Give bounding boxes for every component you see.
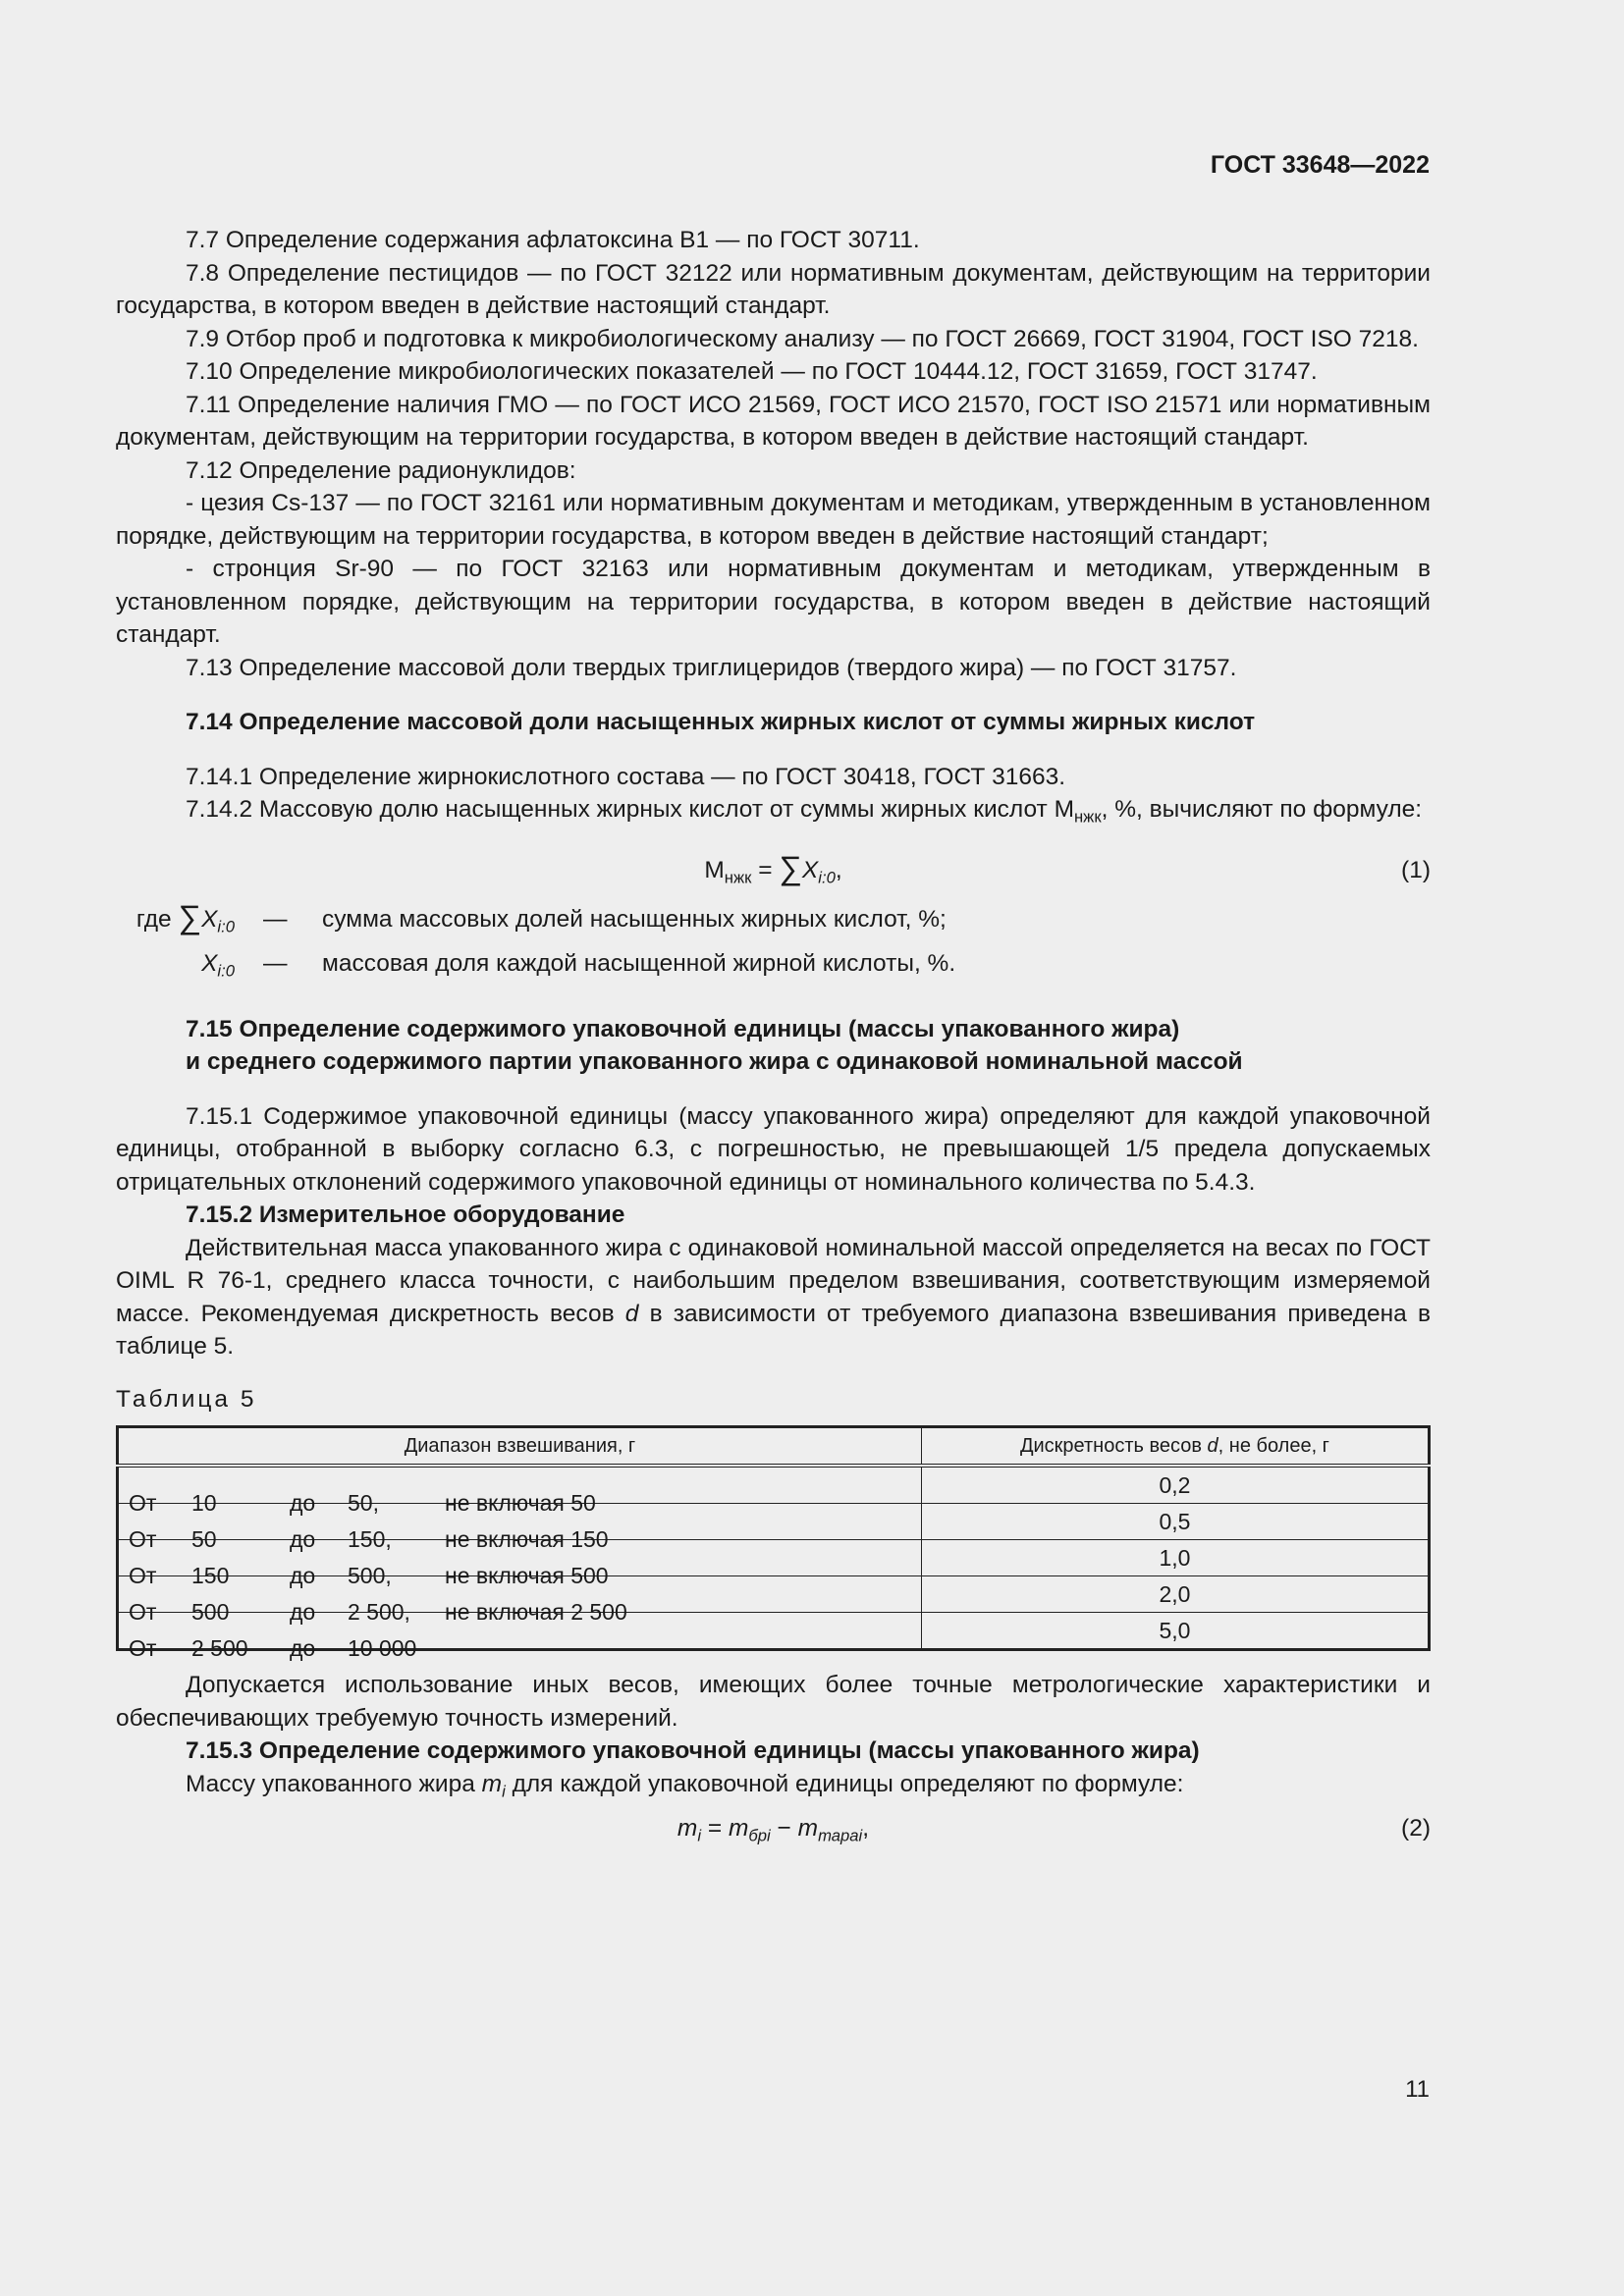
legend-symbol bbox=[135, 898, 235, 936]
formula-symbol: m bbox=[728, 1815, 749, 1842]
page-number: 11 bbox=[1405, 2076, 1430, 2103]
range-cell bbox=[118, 1466, 922, 1516]
discreteness-cell: 0,5 bbox=[921, 1504, 1429, 1540]
range-to-value: 10 000 bbox=[348, 1635, 417, 1661]
italic-symbol: d bbox=[624, 1300, 639, 1327]
table-row bbox=[118, 1504, 1430, 1540]
range-cell bbox=[118, 1576, 922, 1625]
formula-2 bbox=[116, 1808, 1431, 1851]
italic-symbol: m bbox=[481, 1770, 503, 1797]
subscript: нжк bbox=[1073, 807, 1102, 827]
table-body bbox=[118, 1466, 1430, 1661]
legend-definition: массовая доля каждой насыщенной жирной кислоты, %. bbox=[322, 949, 956, 977]
text-run: Дискретность весов bbox=[1019, 1435, 1208, 1457]
discreteness-cell: 1,0 bbox=[921, 1540, 1429, 1576]
subsection-heading-7-15-2: 7.15.2 Измерительное оборудование bbox=[186, 1201, 625, 1228]
formula-subscript: i:0 bbox=[818, 867, 836, 886]
formula-1 bbox=[116, 848, 1431, 895]
column-header-range: Диапазон взвешивания, г bbox=[118, 1427, 922, 1467]
discreteness-cell: 0,2 bbox=[921, 1466, 1429, 1504]
range-cell bbox=[118, 1540, 922, 1588]
table-row bbox=[118, 1576, 1430, 1613]
text-run: 7.14.2 Массовую долю насыщенных жирных кислот от суммы жирных кислот М bbox=[186, 796, 1074, 823]
range-from-word: От bbox=[129, 1563, 157, 1588]
paragraph-7-15-2 bbox=[116, 1232, 1431, 1363]
range-to-value: 2 500, bbox=[348, 1599, 410, 1625]
sum-sign: ∑ bbox=[779, 849, 802, 886]
range-from-word: От bbox=[129, 1635, 157, 1661]
table-row bbox=[118, 1613, 1430, 1650]
formula-1-expression bbox=[116, 849, 1431, 887]
paragraph-7-10: 7.10 Определение микробиологических показателей — по ГОСТ 10444.12, ГОСТ 31659, ГОСТ 31747. bbox=[186, 358, 1318, 385]
text-run: , %, вычисляют по формуле: bbox=[1101, 796, 1423, 823]
range-from-value: 2 500 bbox=[191, 1635, 248, 1661]
range-from-value: 50 bbox=[191, 1526, 217, 1552]
range-from-word: От bbox=[129, 1526, 157, 1552]
range-to-value: 150, bbox=[348, 1526, 392, 1552]
range-to-word: до bbox=[290, 1635, 316, 1661]
text-run: Действительная масса упакованного жира с одинаковой номинальной массой определяется на весах по ГОСТ OIML R 76-1, среднего класса точности, с наибольшим пределом взвешивания, соответствующим измеряемой массе. Рекомендуемая дискретность весов bbox=[116, 1234, 1431, 1327]
range-note: не включая 150 bbox=[445, 1526, 609, 1552]
text-run: в зависимости от требуемого диапазона взвешивания приведена в таблице 5. bbox=[116, 1300, 1431, 1360]
section-heading-7-15-line-1: 7.15 Определение содержимого упаковочной единицы (массы упакованного жира) bbox=[186, 1015, 1180, 1042]
where-word: где bbox=[135, 905, 172, 933]
paragraph-7-12: 7.12 Определение радионуклидов: bbox=[186, 456, 576, 484]
table-header-row bbox=[118, 1427, 1430, 1467]
paragraph-7-12-strontium: - стронция Sr-90 — по ГОСТ 32163 или нормативным документам и методикам, утвержденным в установленном порядке, действующим на территории государства, в котором введен в действие настоящий стандарт. bbox=[116, 556, 1431, 648]
paragraph-after-table: Допускается использование иных весов, имеющих более точные метрологические характеристики и обеспечивающих требуемую точность измерений. bbox=[116, 1672, 1431, 1732]
range-from-value: 500 bbox=[191, 1599, 230, 1625]
range-to-word: до bbox=[290, 1563, 316, 1588]
formula-operator: = bbox=[751, 856, 780, 883]
page-content bbox=[116, 224, 1431, 1851]
formula-subscript: нжк bbox=[724, 867, 752, 886]
formula-2-expression bbox=[116, 1812, 1431, 1845]
text-run: для каждой упаковочной единицы определяют по формуле: bbox=[505, 1770, 1184, 1797]
paragraph-7-11: 7.11 Определение наличия ГМО — по ГОСТ ИСО 21569, ГОСТ ИСО 21570, ГОСТ ISO 21571 или нормативным документам, действующим на территории государства, в котором введен в действие настоящий стандарт. bbox=[116, 391, 1431, 451]
range-note: не включая 500 bbox=[445, 1563, 609, 1588]
paragraph-7-15-3 bbox=[116, 1768, 1431, 1801]
legend-dash: — bbox=[263, 905, 288, 933]
range-note: не включая 2 500 bbox=[445, 1599, 627, 1625]
formula-subscript: тараi bbox=[818, 1826, 863, 1845]
subsection-heading-7-15-3: 7.15.3 Определение содержимого упаковочной единицы (массы упакованного жира) bbox=[186, 1737, 1200, 1764]
range-to-word: до bbox=[290, 1490, 316, 1516]
formula-subscript: i bbox=[697, 1826, 702, 1845]
formula-symbol: m bbox=[797, 1815, 819, 1842]
discreteness-cell: 5,0 bbox=[921, 1613, 1429, 1650]
table-row bbox=[118, 1540, 1430, 1576]
subscript: i bbox=[502, 1781, 506, 1800]
legend-row-sum bbox=[116, 898, 1431, 940]
formula-1-number: (1) bbox=[1401, 856, 1431, 883]
paragraph-7-12-cesium: - цезия Cs-137 — по ГОСТ 32161 или нормативным документам и методикам, утвержденным в установленном порядке, действующим на территории государства, в котором введен в действие настоящий стандарт; bbox=[116, 490, 1431, 550]
formula-punctuation: , bbox=[835, 856, 842, 883]
range-from-word: От bbox=[129, 1599, 157, 1625]
formula-subscript: брi bbox=[748, 1826, 771, 1845]
range-cell bbox=[118, 1613, 922, 1661]
formula-operator: − bbox=[770, 1815, 798, 1842]
range-to-word: до bbox=[290, 1526, 316, 1552]
paragraph-7-13: 7.13 Определение массовой доли твердых триглицеридов (твердого жира) — по ГОСТ 31757. bbox=[186, 654, 1237, 681]
formula-subscript: i:0 bbox=[217, 916, 235, 935]
italic-symbol: d bbox=[1207, 1435, 1218, 1457]
legend-symbol bbox=[201, 947, 235, 981]
legend-definition: сумма массовых долей насыщенных жирных кислот, %; bbox=[322, 905, 947, 933]
table-5-caption: Таблица 5 bbox=[116, 1385, 257, 1413]
paragraph-7-14-1: 7.14.1 Определение жирнокислотного состава — по ГОСТ 30418, ГОСТ 31663. bbox=[186, 763, 1066, 790]
range-cell bbox=[118, 1504, 922, 1552]
formula-symbol: X bbox=[801, 856, 819, 883]
formula-symbol: m bbox=[677, 1815, 698, 1842]
range-from-word: От bbox=[129, 1490, 157, 1516]
formula-operator: = bbox=[701, 1815, 729, 1842]
paragraph-7-8: 7.8 Определение пестицидов — по ГОСТ 32122 или нормативным документам, действующим на территории государства, в котором введен в действие настоящий стандарт. bbox=[116, 259, 1431, 319]
paragraph-7-9: 7.9 Отбор проб и подготовка к микробиологическому анализу — по ГОСТ 26669, ГОСТ 31904, ГОСТ ISO 7218. bbox=[186, 325, 1419, 352]
paragraph-7-7: 7.7 Определение содержания афлатоксина B1 — по ГОСТ 30711. bbox=[186, 227, 920, 253]
formula-symbol: X bbox=[201, 905, 218, 933]
paragraph-7-14-2 bbox=[116, 793, 1431, 827]
paragraph-7-15-1: 7.15.1 Содержимое упаковочной единицы (массу упакованного жира) определяют для каждой упаковочной единицы, отобранной в выборку согласно 6.3, с погрешностью, не превышающей 1/5 предела допускаемых отрицательных отклонений содержимого упаковочной единицы от номинального количества по 5.4.3. bbox=[116, 1102, 1431, 1196]
document-code-header: ГОСТ 33648—2022 bbox=[1210, 151, 1430, 179]
formula-punctuation: , bbox=[862, 1815, 870, 1842]
text-run: , не более, г bbox=[1218, 1435, 1329, 1457]
section-heading-7-15-line-2: и среднего содержимого партии упакованного жира с одинаковой номинальной массой bbox=[186, 1048, 1243, 1075]
formula-2-number: (2) bbox=[1401, 1815, 1431, 1842]
formula-symbol: X bbox=[201, 949, 218, 977]
formula-subscript: i:0 bbox=[217, 960, 235, 980]
formula-1-legend bbox=[116, 898, 1431, 991]
range-to-value: 500, bbox=[348, 1563, 392, 1588]
formula-symbol: М bbox=[704, 856, 725, 883]
range-note: не включая 50 bbox=[445, 1490, 596, 1516]
range-from-value: 10 bbox=[191, 1490, 217, 1516]
legend-dash: — bbox=[263, 949, 288, 977]
range-to-value: 50, bbox=[348, 1490, 379, 1516]
range-to-word: до bbox=[290, 1599, 316, 1625]
text-run: Массу упакованного жира bbox=[186, 1770, 482, 1797]
legend-row-x bbox=[116, 945, 1431, 985]
table-5 bbox=[116, 1425, 1431, 1661]
table-row bbox=[118, 1466, 1430, 1504]
discreteness-cell: 2,0 bbox=[921, 1576, 1429, 1613]
sum-sign: ∑ bbox=[178, 898, 202, 935]
range-from-value: 150 bbox=[191, 1563, 230, 1588]
section-heading-7-14: 7.14 Определение массовой доли насыщенных жирных кислот от суммы жирных кислот bbox=[186, 709, 1256, 735]
column-header-discreteness bbox=[921, 1427, 1429, 1467]
